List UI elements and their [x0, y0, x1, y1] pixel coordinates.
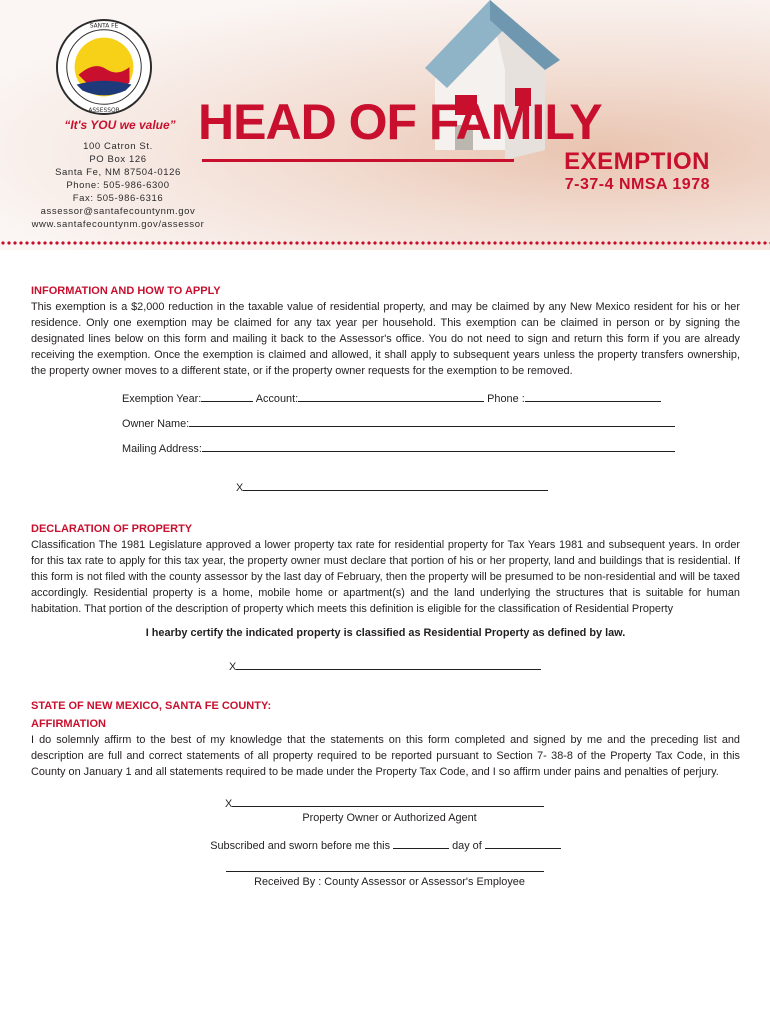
info-heading: INFORMATION AND HOW TO APPLY — [31, 285, 221, 297]
info-paragraph: This exemption is a $2,000 reduction in the taxable value of residential property, and may be claimed by any New Mexico resident for his or her residence. Only one exemption may be claimed for any tax year per household. This exemption can be claimed in person or by signing the designated lines below on this form and mailing it back to the Assessor's office. You do not need to sign and return this form if you are already receiving the exemption. Once the exemption is claimed and allowed, it shall apply to subsequent years unless the property transfers ownership, the property owner moves to a different state, or if the property owner requests for the exemption to be removed. — [31, 301, 740, 377]
account-field[interactable] — [298, 389, 484, 402]
affirmation-heading: AFFIRMATION — [31, 718, 106, 730]
exemption-year-label: Exemption Year: — [122, 393, 202, 405]
affirmation-state-heading: STATE OF NEW MEXICO, SANTA FE COUNTY: — [31, 700, 272, 712]
phone-label: Phone : — [487, 393, 525, 405]
page-subtitle: EXEMPTION — [564, 148, 710, 175]
signature-x: X — [229, 661, 237, 673]
contact-email[interactable]: assessor@santafecountynm.gov — [40, 206, 196, 217]
contact-phone: Phone: 505-986-6300 — [66, 180, 170, 191]
phone-field[interactable] — [525, 389, 661, 402]
mailing-address-label: Mailing Address: — [122, 443, 202, 455]
owner-signature-label: Property Owner or Authorized Agent — [302, 812, 477, 824]
contact-block — [18, 118, 218, 231]
sworn-month-field[interactable] — [485, 836, 561, 849]
owner-name-field[interactable] — [189, 414, 675, 427]
received-signature-line[interactable] — [226, 870, 544, 872]
dotted-divider — [0, 240, 770, 246]
received-label: Received By : County Assessor or Assessor's Employee — [254, 876, 525, 888]
exemption-year-field[interactable] — [201, 389, 253, 402]
signature-x: X — [225, 798, 233, 810]
page-title: HEAD OF FAMILY — [198, 94, 602, 150]
svg-text:ASSESSOR: ASSESSOR — [88, 108, 120, 115]
form-body — [31, 284, 740, 888]
county-seal-logo — [55, 18, 153, 116]
tagline: “It's YOU we value” — [64, 118, 176, 132]
statute-reference: 7-37-4 NMSA 1978 — [564, 176, 710, 193]
contact-website[interactable]: www.santafecountynm.gov/assessor — [31, 219, 205, 230]
signature-x: X — [236, 482, 244, 494]
mailing-address-field[interactable] — [202, 439, 675, 452]
applicant-signature-line[interactable] — [236, 478, 740, 494]
declaration-paragraph: Classification The 1981 Legislature approved a lower property tax rate for residential property for Tax Years 1981 and subsequent years. In order for this tax rate to apply for this tax year, the property owner must declare that portion of his or her property, land and buildings that is residential. If this form is not filed with the county assessor by the last day of February, then the property will be presumed to be non-residential and will be taxed accordingly. Residential property is a home, mobile home or apartment(s) and the land underlying the structures that is suitable for human habitation. That portion of the description of property which meets this definition is eligible for the classification of Residential Property — [31, 539, 740, 615]
title-rule — [202, 159, 514, 162]
contact-address: 100 Catron St. — [83, 141, 153, 152]
contact-po-box: PO Box 126 — [89, 154, 147, 165]
declaration-heading: DECLARATION OF PROPERTY — [31, 523, 193, 535]
contact-fax: Fax: 505-986-6316 — [72, 193, 164, 204]
declaration-signature-line[interactable] — [229, 657, 740, 673]
affirmation-paragraph: I do solemnly affirm to the best of my knowledge that the statements on this form completed and signed by me and the preceding list and description are full and correct statements of all property required to be reported pursuant to Section 7- 38-8 of the Property Tax Code, in this County on January 1 and all statements required to be made under the Property Tax Code, and I so affirm under pains and penalties of perjury. — [31, 734, 740, 778]
sworn-prefix: Subscribed and sworn before me this — [210, 840, 391, 852]
owner-signature-line[interactable] — [225, 794, 740, 810]
sworn-day-field[interactable] — [393, 836, 449, 849]
svg-text:SANTA FE: SANTA FE — [89, 23, 119, 30]
account-label: Account: — [255, 393, 299, 405]
sworn-day-label: day of — [452, 840, 482, 852]
applicant-fields — [122, 389, 740, 464]
sworn-statement — [31, 836, 740, 852]
contact-city: Santa Fe, NM 87504-0126 — [55, 167, 181, 178]
owner-name-label: Owner Name: — [122, 418, 190, 430]
certify-statement: I hearby certify the indicated property is classified as Residential Property as defined by law. — [145, 627, 626, 639]
header-banner — [0, 0, 770, 250]
title-block — [198, 94, 718, 193]
